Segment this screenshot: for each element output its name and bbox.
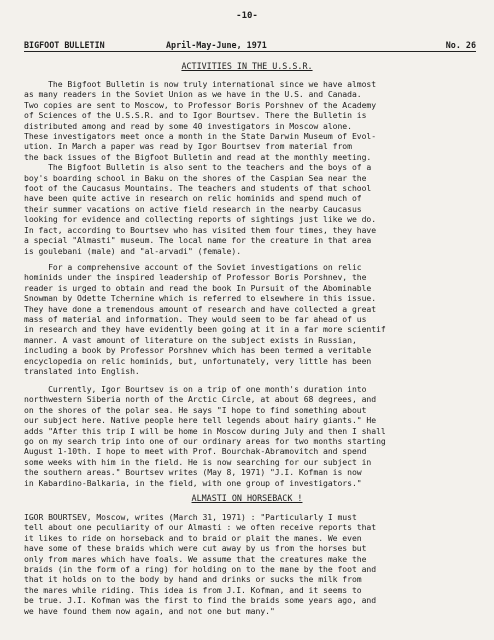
text-line: in Kabardino-Balkaria, in the field, with one group of investigators." (24, 477, 362, 488)
text-line: our subject here. Native people here tell legends about hairy giants." He (24, 415, 377, 426)
text-line: in research and they have evidently been going at it in a far more scientif (24, 324, 386, 335)
text-line: have some of these braids which were cut away by us from the horses but (24, 543, 367, 554)
text-line: as many readers in the Soviet Union as we have in the U.S. and Canada. (24, 89, 362, 100)
text-line: some weeks with him in the field. He is now searching for our subject in (24, 456, 372, 467)
text-line: distributed among and read by some 40 investigators in Moscow alone. (24, 120, 352, 131)
text-line: mass of material and information. They would seem to be far ahead of us (24, 314, 367, 325)
text-line: They have done a tremendous amount of research and have collected a great (24, 303, 377, 314)
text-line: In fact, according to Bourtsev who has visited them four times, they have (24, 224, 377, 235)
text-line: only from mares which have foals. We assume that the creatures make the (24, 553, 367, 564)
text-line: Currently, Igor Bourtsev is on a trip of one month's duration into (24, 384, 367, 394)
paragraph (24, 262, 480, 376)
section-title-ussr: ACTIVITIES IN THE U.S.S.R. (181, 61, 313, 71)
text-line: have been quite active in research on relic hominids and spend much of (24, 193, 362, 204)
paragraph (24, 79, 480, 256)
text-line: Two copies are sent to Moscow, to Professor Boris Porshnev of the Academy (24, 99, 377, 110)
text-line: a special "Almasti" museum. The local name for the creature in that area (24, 235, 372, 246)
text-line: ution. In March a paper was read by Igor Bourtsev from material from (24, 141, 352, 152)
text-line: reader is urged to obtain and read the book In Pursuit of the Abominable (24, 282, 372, 293)
text-line: the mares while riding. This idea is from J.I. Kofman, and it seems to (24, 584, 362, 595)
text-line: including a book by Professor Porshnev which has been termed a veritable (24, 345, 372, 356)
text-line: go on my search trip into one of our ordinary areas for two months starting (24, 436, 386, 447)
header-rule (24, 51, 476, 52)
text-line: encyclopedia on relic hominids, but, unfortunately, very little has been (24, 355, 372, 366)
text-line: northwestern Siberia north of the Arctic Circle, at about 68 degrees, and (24, 394, 377, 405)
text-line: looking for evidence and collecting reports of sightings just like we do. (24, 214, 377, 225)
text-line: foot of the Caucasus Mountains. The teachers and students of that school (24, 183, 372, 194)
text-line: IGOR BOURTSEV, Moscow, writes (March 31, 1971) : "Particularly I must (24, 512, 357, 522)
text-line: braids (in the form of a ring) for holding on to the mane by the foot and (24, 564, 377, 575)
text-line: translated into English. (24, 366, 140, 377)
section-title-almasti: ALMASTI ON HORSEBACK ! (191, 493, 303, 503)
text-line: boy's boarding school in Baku on the shores of the Caspian Sea near the (24, 172, 367, 183)
issue-number: No. 26 (445, 40, 476, 50)
page-number: -10- (236, 11, 258, 21)
text-line: The Bigfoot Bulletin is now truly international since we have almost (24, 79, 377, 89)
text-line: it likes to ride on horseback and to braid or plait the manes. We even (24, 532, 362, 543)
text-line: on the shores of the polar sea. He says "I hope to find something about (24, 404, 367, 415)
text-line: their summer vacations on active field research in the nearby Caucasus (24, 203, 362, 214)
text-line: the southern areas." Bourtsev writes (May 8, 1971) "J.I. Kofman is now (24, 467, 362, 478)
text-line: Snowman by Odette Tchernine which is referred to elsewhere in this issue. (24, 293, 377, 304)
text-line: that it holds on to the body by hand and drinks or sucks the milk from (24, 574, 362, 585)
text-line: These investigators meet once a month in the State Darwin Museum of Evol- (24, 131, 377, 142)
text-line: be true. J.I. Kofman was the first to find the braids some years ago, and (24, 595, 377, 606)
paragraph (24, 512, 480, 616)
text-line: adds "After this trip I will be home in Moscow during July and then I shall (24, 425, 386, 436)
text-line: hominids under the inspired leadership of Professor Boris Porshnev, the (24, 272, 367, 283)
publication-name: BIGFOOT BULLETIN (24, 40, 105, 50)
paragraph (24, 384, 480, 488)
text-line: The Bigfoot Bulletin is also sent to the teachers and the boys of a (24, 162, 372, 173)
text-line: of Sciences of the U.S.S.R. and to Igor Bourtsev. There the Bulletin is (24, 110, 367, 121)
text-line: is goulebani (male) and "al-arvadi" (female). (24, 245, 242, 256)
text-line: August 1-10th. I hope to meet with Prof. Bourchak-Abramovitch and spend (24, 446, 367, 457)
issue-date: April-May-June, 1971 (166, 40, 267, 50)
text-line: manner. A vast amount of literature on the subject exists in Russian, (24, 334, 357, 345)
text-line: we have found them now again, and not one but many." (24, 605, 275, 616)
text-line: tell about one peculiarity of our Almasti : we often receive reports that (24, 522, 377, 533)
text-line: the back issues of the Bigfoot Bulletin and read at the monthly meeting. (24, 151, 372, 162)
text-line: For a comprehensive account of the Soviet investigations on relic (24, 262, 362, 272)
